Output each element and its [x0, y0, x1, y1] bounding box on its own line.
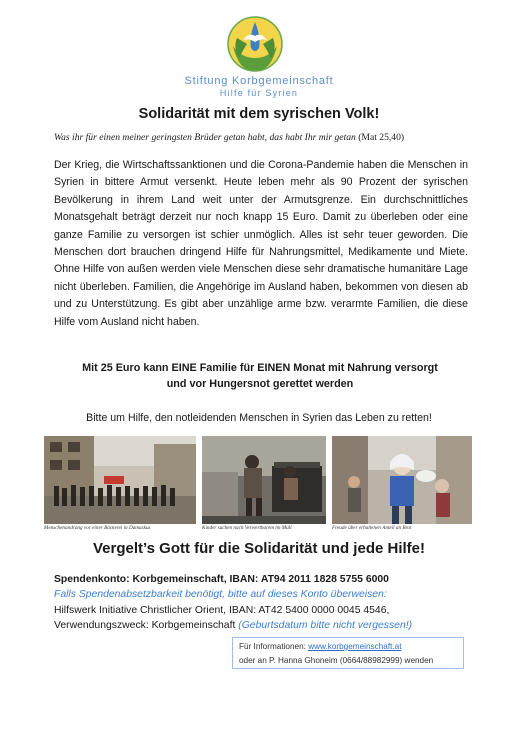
- birthdate-reminder: (Geburtsdatum bitte nicht vergessen!): [238, 620, 413, 632]
- website-link[interactable]: www.korbgemeinschaft.at: [308, 642, 402, 651]
- purpose-line: [54, 618, 494, 633]
- photo-caption-bread: Freude über erhaltenen Anteil an Brot: [332, 525, 412, 531]
- photo-child-bread: [332, 436, 472, 524]
- donation-highlight: [40, 360, 480, 392]
- foundation-logo: [225, 14, 285, 74]
- page-title: Solidarität mit dem syrischen Volk!: [138, 106, 380, 122]
- body-paragraph: Der Krieg, die Wirtschaftssanktionen und die Corona-Pandemie haben die Menschen in Syrien in bittere Armut versenkt. Heute leben mehr als 90 Prozent der syrischen Bevölkerung in ihrem Land weit unter der Armutsgrenze. Ein durchschnittliches Monatsgehalt beträgt derzeit nur noch knapp 15 Euro. Damit zu überleben oder eine ganze Familie zu versorgen ist schier unmöglich. Alles ist sehr teuer geworden. Die Menschen dort brauchen dringend Hilfe für Nahrungsmittel, Medikamente und Miete. Ohne Hilfe von außen werden viele Menschen diese sehr dramatische humanitäre Lage nicht überleben. Familien, die Angehörige im Ausland haben, bekommen von diesen ab und zu Unterstützung. Es gibt aber unzählige arme bzw. verarmte Familien, die diese Hilfe vom Ausland nicht haben.: [54, 159, 468, 328]
- photo-caption-bakery: Menschenandrang vor einer Bäckerei in Damaskus: [44, 525, 151, 531]
- info-prefix: Für Informationen:: [239, 642, 306, 651]
- thanks-heading: Vergelt’s Gott für die Solidarität und jede Hilfe!: [93, 540, 425, 557]
- basket-dove-icon: [225, 14, 285, 74]
- tax-deductible-note: Falls Spendenabsetzbarkeit benötigt, bitte auf dieses Konto überweisen:: [54, 589, 387, 601]
- plea-text: Bitte um Hilfe, den notleidenden Menschen in Syrien das Leben zu retten!: [86, 412, 432, 424]
- quote-reference: (Mat 25,40): [358, 132, 405, 143]
- organization-subtitle: Hilfe für Syrien: [219, 88, 299, 98]
- photo-caption-trash: Kinder suchen nach Verwertbarem im Müll: [202, 525, 292, 531]
- bank-details: [54, 572, 494, 634]
- photo-bakery-queue: [44, 436, 196, 524]
- info-line-1: [239, 640, 457, 654]
- info-box: [232, 637, 464, 669]
- photo-children-trash: [202, 436, 326, 524]
- purpose-text: Verwendungszweck: Korbgemeinschaft: [54, 620, 236, 632]
- highlight-line-1: Mit 25 Euro kann EINE Familie für EINEN Monat mit Nahrung versorgt: [82, 362, 438, 374]
- organization-name: Stiftung Korbgemeinschaft: [184, 75, 334, 87]
- quote-text: Was ihr für einen meiner geringsten Brüder getan habt, das habt Ihr mir getan: [54, 132, 356, 143]
- bible-quote: [54, 132, 494, 143]
- info-contact-line: oder an P. Hanna Ghoneim (0664/88982999) wenden: [239, 656, 434, 665]
- highlight-line-2: und vor Hungersnot gerettet werden: [166, 378, 354, 390]
- alternate-account-line: Hilfswerk Initiative Christlicher Orient, IBAN: AT42 5400 0000 0045 4546,: [54, 604, 390, 616]
- donation-account-line: Spendenkonto: Korbgemeinschaft, IBAN: AT94 2011 1828 5755 6000: [54, 574, 389, 585]
